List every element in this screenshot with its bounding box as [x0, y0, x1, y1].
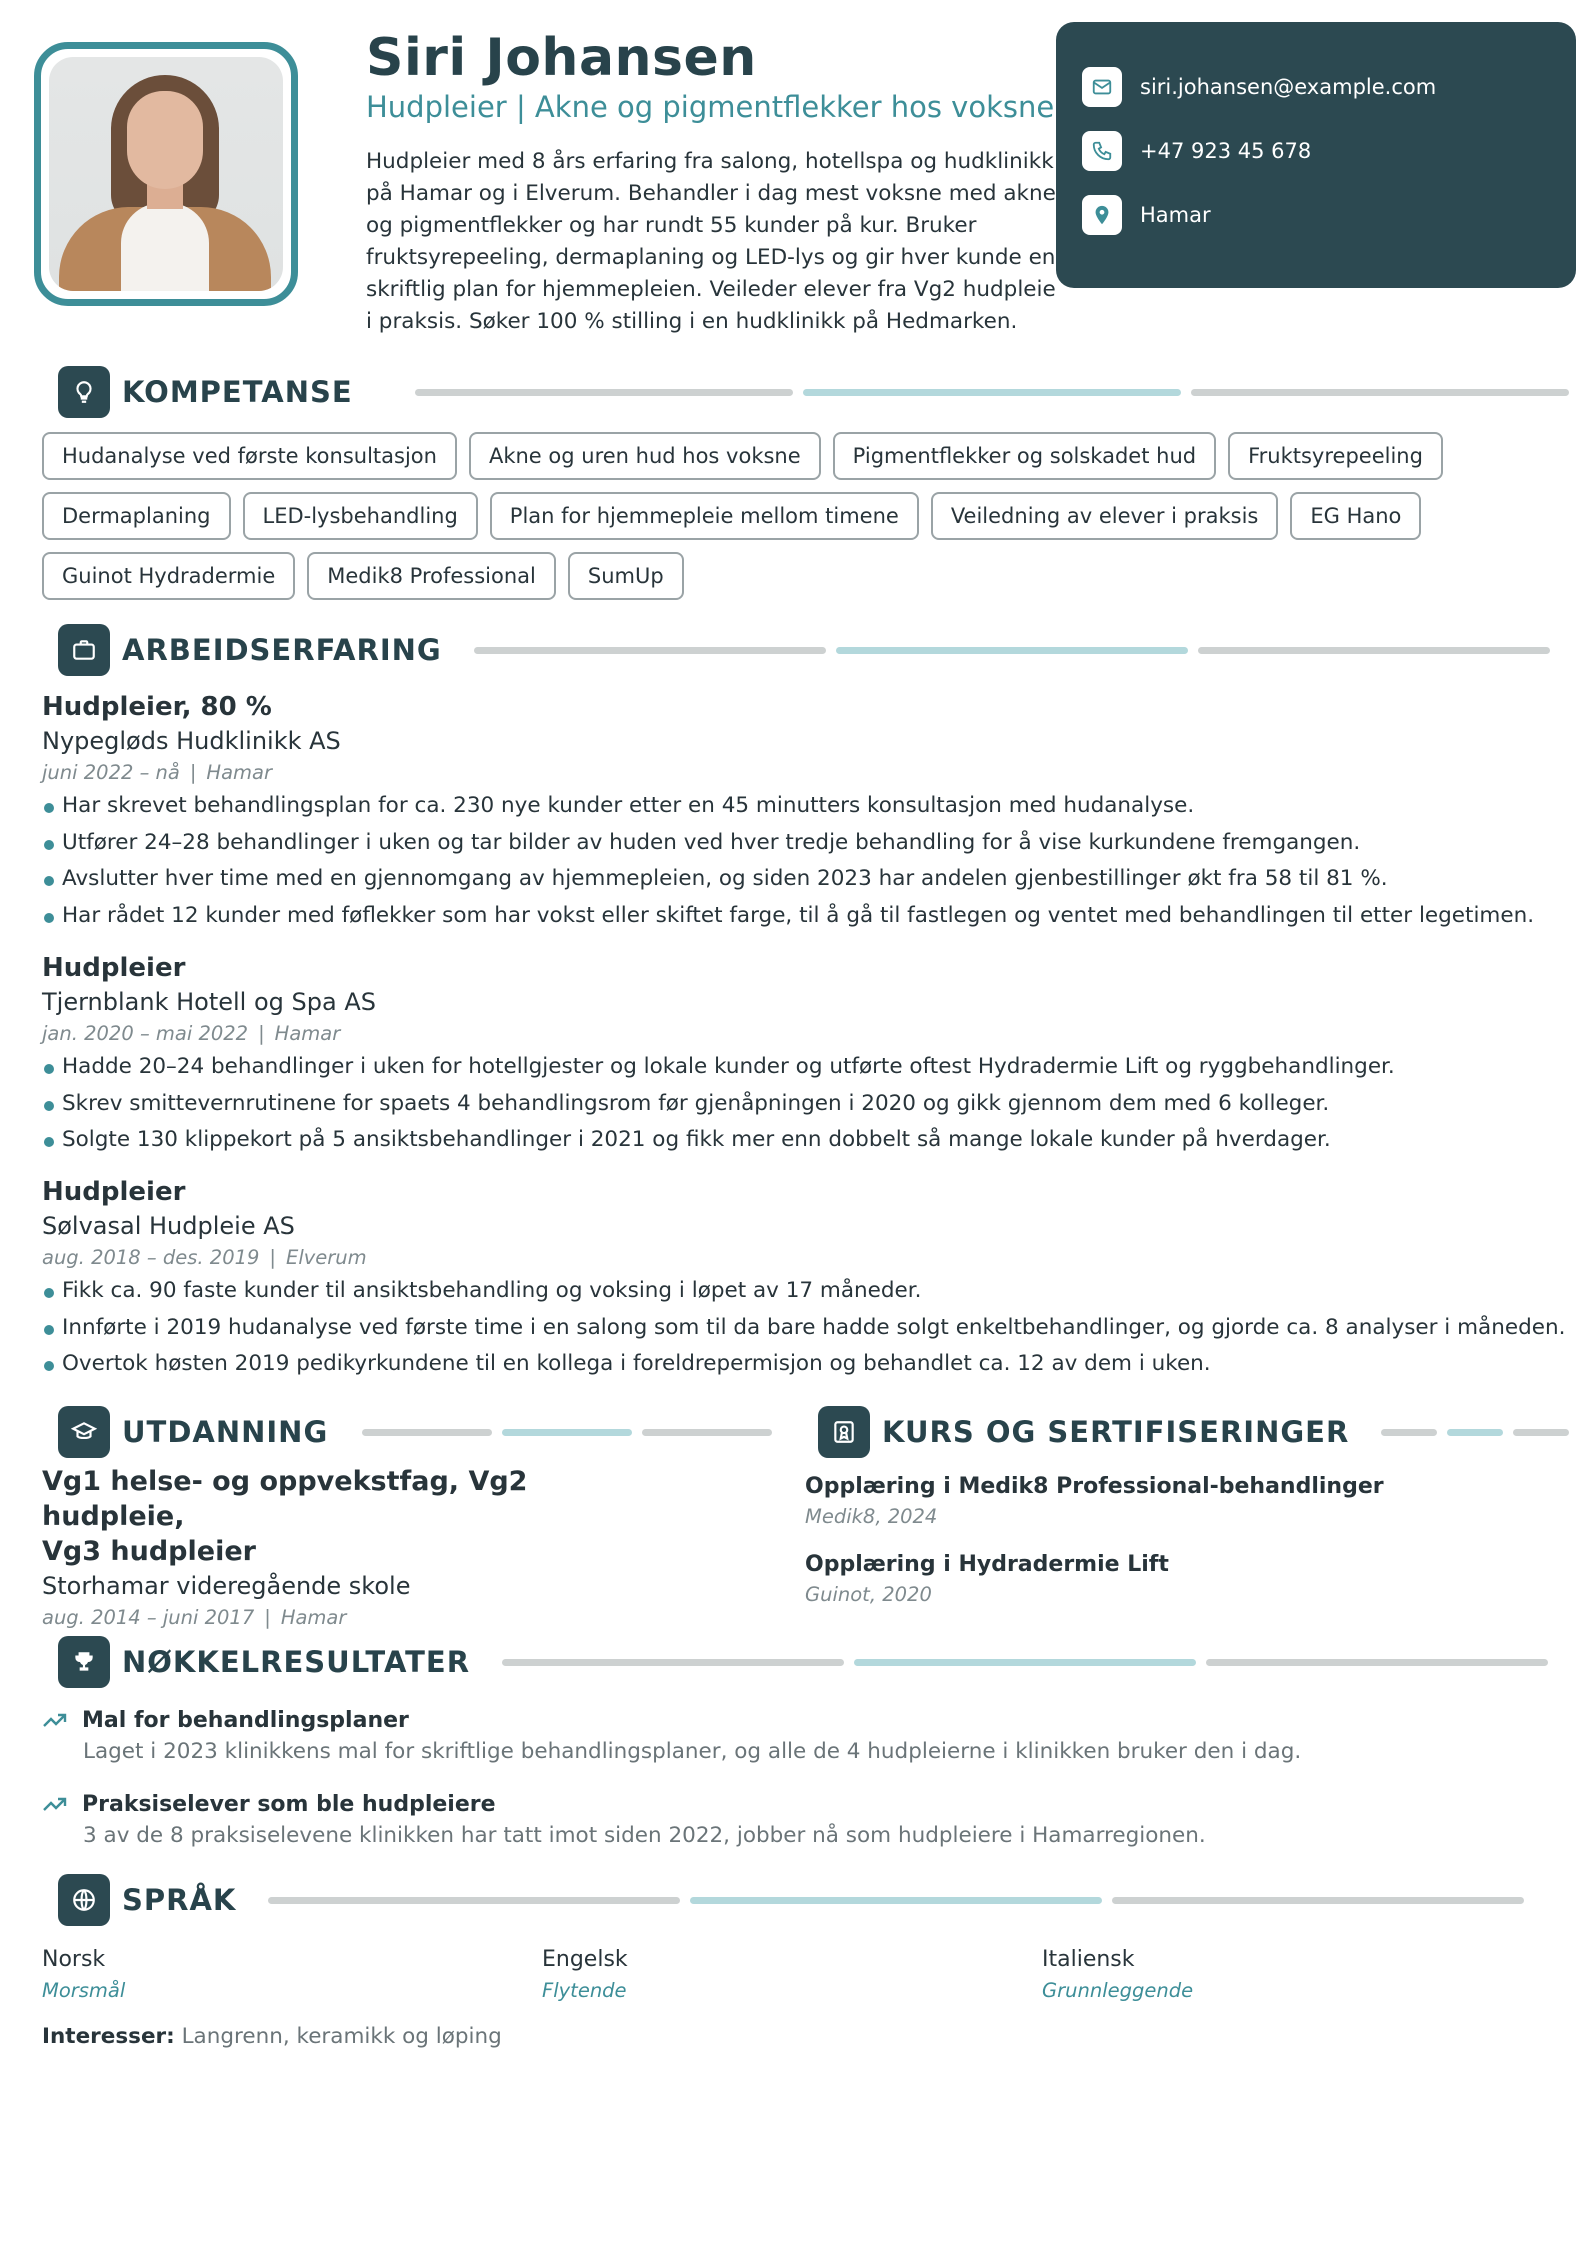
profile-photo — [49, 57, 283, 291]
course-meta: Guinot, 2020 — [805, 1583, 932, 1606]
skill-chip: Dermaplaning — [42, 492, 231, 540]
job-company: Sølvasal Hudpleie AS — [42, 1212, 295, 1240]
course-entry — [805, 1550, 1565, 1610]
result-title-row — [42, 1788, 1542, 1820]
graduation-cap-icon — [58, 1406, 110, 1458]
trend-up-icon — [42, 1710, 68, 1730]
skill-chip: EG Hano — [1290, 492, 1421, 540]
section-header-courses — [818, 1406, 1569, 1458]
skills-list — [42, 432, 1522, 600]
result-entry — [42, 1788, 1542, 1852]
language-entry — [1042, 1944, 1542, 2006]
job-bullet: Utfører 24–28 behandlinger i uken og tar bilder av huden ved hver tredje behandling for å vise kurkundene fremgangen. — [42, 825, 1542, 862]
certificate-icon — [818, 1406, 870, 1458]
language-entry — [42, 1944, 542, 2006]
course-title: Opplæring i Medik8 Professional-behandlinger — [805, 1474, 1384, 1499]
skill-chip: Hudanalyse ved første konsultasjon — [42, 432, 457, 480]
skill-chip: Veiledning av elever i praksis — [931, 492, 1279, 540]
language-entry — [542, 1944, 1042, 2006]
section-title-experience: ARBEIDSERFARING — [122, 633, 442, 667]
job-bullet: Solgte 130 klippekort på 5 ansiktsbehandlinger i 2021 og fikk mer enn dobbelt så mange lokale kunder på hverdager. — [42, 1122, 1542, 1159]
result-entry — [42, 1704, 1542, 1768]
result-title: Mal for behandlingsplaner — [82, 1707, 409, 1733]
job-bullet: Avslutter hver time med en gjennomgang av hjemmepleien, og siden 2023 har andelen gjenbestillinger økt fra 58 til 81 %. — [42, 861, 1542, 898]
contact-location: Hamar — [1140, 203, 1211, 227]
education-title: Vg1 helse- og oppvekstfag, Vg2 hudpleie, — [42, 1466, 528, 1532]
education-school: Storhamar videregående skole — [42, 1572, 411, 1600]
job-bullet: Hadde 20–24 behandlinger i uken for hotellgjester og lokale kunder og utførte oftest Hydradermie Lift og ryggbehandlinger. — [42, 1049, 1542, 1086]
contact-phone-row[interactable] — [1082, 130, 1550, 172]
language-level: Flytende — [542, 1979, 627, 2002]
job-meta: jan. 2020 – mai 2022 | Hamar — [42, 1022, 341, 1045]
profile-photo-frame — [34, 42, 298, 306]
job-dates: juni 2022 – nå — [42, 761, 180, 784]
profile-summary: Hudpleier med 8 års erfaring fra salong, hotellspa og hudklinikk på Hamar og i Elverum. Behandler i dag mest voksne med akne og pigmentflekker og har rundt 55 kunder på kur. Bruker fruktsyrepeeling, dermaplaning og LED-lys og gir hver kunde en skriftlig plan for hjemmepleien. Veileder elever fra Vg2 hudpleie i praksis. Søker 100 % stilling i en hudklinikk på Hedmarken. — [366, 149, 1056, 334]
skill-chip: Guinot Hydradermie — [42, 552, 295, 600]
section-divider — [362, 1429, 772, 1436]
courses-list — [805, 1472, 1565, 1628]
candidate-headline: Hudpleier | Akne og pigmentflekker hos voksne — [366, 90, 1055, 124]
course-entry — [805, 1472, 1565, 1532]
section-divider — [1381, 1429, 1569, 1436]
result-description: 3 av de 8 praksiselevene klinikken har tatt imot siden 2022, jobber nå som hudpleiere i Hamarregionen. — [83, 1823, 1206, 1848]
education-meta: aug. 2014 – juni 2017 | Hamar — [42, 1606, 347, 1629]
job-meta: juni 2022 – nå | Hamar — [42, 761, 272, 784]
contact-location-row — [1082, 194, 1550, 236]
job-title: Hudpleier — [42, 1177, 186, 1207]
section-title-education: UTDANNING — [122, 1415, 329, 1449]
course-meta: Medik8, 2024 — [805, 1505, 938, 1528]
skill-chip: SumUp — [568, 552, 684, 600]
job-bullet: Innførte i 2019 hudanalyse ved første time i en salong som til da bare hadde solgt enkeltbehandlinger, og gjorde ca. 8 analyser i måneden. — [42, 1310, 1542, 1347]
candidate-name: Siri Johansen — [366, 28, 757, 88]
language-name: Italiensk — [1042, 1947, 1135, 1972]
location-pin-icon — [1082, 195, 1122, 235]
job-company: Tjernblank Hotell og Spa AS — [42, 988, 376, 1016]
section-header-skills — [58, 366, 1569, 418]
skill-chip: Fruktsyrepeeling — [1228, 432, 1443, 480]
language-name: Engelsk — [542, 1947, 628, 1972]
section-divider — [502, 1659, 1548, 1666]
job-company: Nypegløds Hudklinikk AS — [42, 727, 341, 755]
job-bullet: Har skrevet behandlingsplan for ca. 230 nye kunder etter en 45 minutters konsultasjon med hudanalyse. — [42, 788, 1542, 825]
job-entry — [42, 690, 1542, 934]
education-dates: aug. 2014 – juni 2017 — [42, 1606, 255, 1629]
job-meta: aug. 2018 – des. 2019 | Elverum — [42, 1246, 367, 1269]
skill-chip: Medik8 Professional — [307, 552, 556, 600]
education-location: Hamar — [280, 1606, 347, 1629]
job-bullet: Skrev smittevernrutinene for spaets 4 behandlingsrom før gjenåpningen i 2020 og gikk gjennom dem med 6 kolleger. — [42, 1086, 1542, 1123]
languages-list — [42, 1944, 1542, 2006]
section-title-skills: KOMPETANSE — [122, 375, 353, 409]
contact-panel — [1056, 22, 1576, 288]
result-title-row — [42, 1704, 1542, 1736]
section-divider — [268, 1897, 1524, 1904]
skill-chip: Pigmentflekker og solskadet hud — [833, 432, 1216, 480]
job-location: Hamar — [274, 1022, 341, 1045]
section-header-results — [58, 1636, 1548, 1688]
language-name: Norsk — [42, 1947, 106, 1972]
phone-icon — [1082, 131, 1122, 171]
language-level: Morsmål — [42, 1979, 126, 2002]
job-bullet: Overtok høsten 2019 pedikyrkundene til en kollega i foreldrepermisjon og behandlet ca. 12 av dem i uken. — [42, 1346, 1542, 1383]
contact-phone[interactable]: +47 923 45 678 — [1140, 139, 1312, 163]
section-title-results: NØKKELRESULTATER — [122, 1645, 471, 1679]
interests-label: Interesser: — [42, 2024, 175, 2049]
result-title: Praksiselever som ble hudpleiere — [82, 1791, 496, 1817]
section-header-education — [58, 1406, 772, 1458]
section-divider — [474, 647, 1550, 654]
education-entry — [42, 1464, 662, 1633]
contact-email[interactable]: siri.johansen@example.com — [1140, 75, 1437, 99]
job-location: Hamar — [206, 761, 272, 784]
contact-email-row[interactable] — [1082, 66, 1550, 108]
globe-icon — [58, 1874, 110, 1926]
lightbulb-icon — [58, 366, 110, 418]
job-entry — [42, 1175, 1566, 1383]
briefcase-icon — [58, 624, 110, 676]
section-divider — [415, 389, 1569, 396]
job-bullet: Fikk ca. 90 faste kunder til ansiktsbehandling og voksing i løpet av 17 måneder. — [42, 1273, 1542, 1310]
result-description: Laget i 2023 klinikkens mal for skriftlige behandlingsplaner, og alle de 4 hudpleierne i klinikken bruker den i dag. — [83, 1739, 1302, 1764]
mail-icon — [1082, 67, 1122, 107]
interests-value: Langrenn, keramikk og løping — [181, 2024, 502, 2049]
job-location: Elverum — [286, 1246, 367, 1269]
skill-chip: Plan for hjemmepleie mellom timene — [490, 492, 919, 540]
job-title: Hudpleier, 80 % — [42, 692, 272, 722]
skill-chip: Akne og uren hud hos voksne — [469, 432, 821, 480]
section-title-courses: KURS OG SERTIFISERINGER — [882, 1415, 1350, 1449]
section-title-languages: SPRÅK — [122, 1883, 237, 1917]
trend-up-icon — [42, 1794, 68, 1814]
job-title: Hudpleier — [42, 953, 186, 983]
language-level: Grunnleggende — [1042, 1979, 1194, 2002]
job-bullet: Har rådet 12 kunder med føflekker som har vokst eller skiftet farge, til å gå til fastlegen og ventet med behandlingen til etter legetimen. — [42, 898, 1542, 935]
section-header-experience — [58, 624, 1550, 676]
section-header-languages — [58, 1874, 1524, 1926]
results-list — [42, 1704, 1542, 1872]
education-title: Vg3 hudpleier — [42, 1536, 256, 1567]
trophy-icon — [58, 1636, 110, 1688]
job-dates: jan. 2020 – mai 2022 — [42, 1022, 249, 1045]
interests — [42, 2024, 502, 2049]
job-entry — [42, 951, 1542, 1159]
course-title: Opplæring i Hydradermie Lift — [805, 1552, 1169, 1577]
skill-chip: LED-lysbehandling — [243, 492, 478, 540]
job-dates: aug. 2018 – des. 2019 — [42, 1246, 260, 1269]
